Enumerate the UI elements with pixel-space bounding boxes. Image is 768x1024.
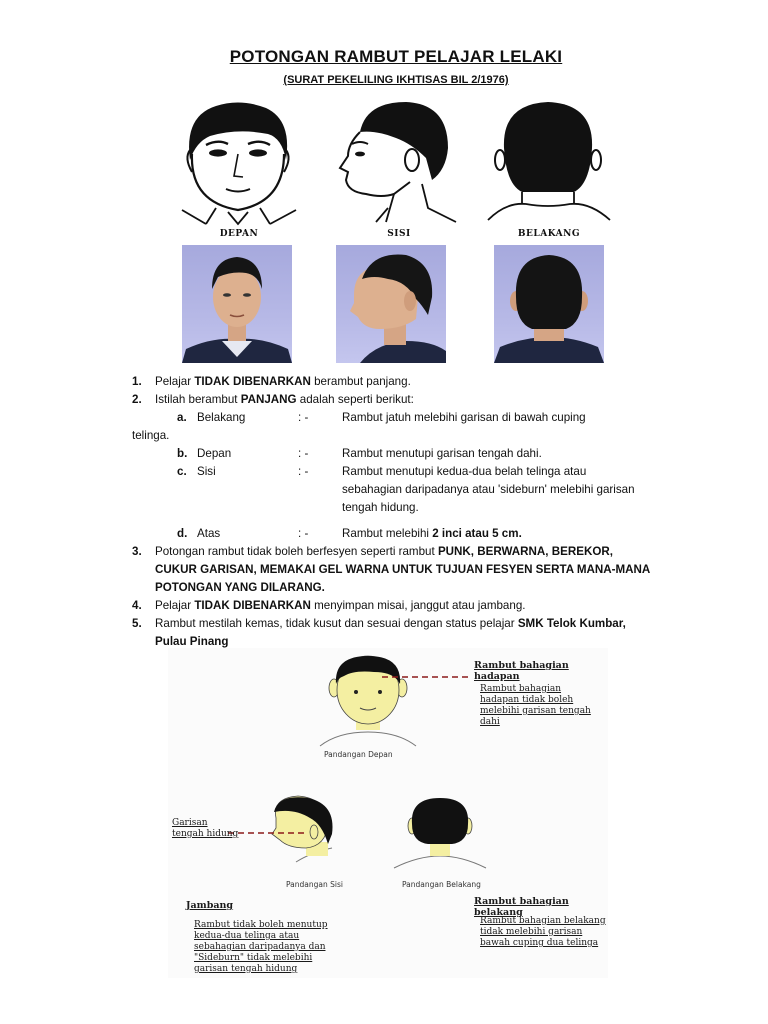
rule-item <box>132 373 652 391</box>
back-view-photo <box>494 245 604 363</box>
rule-text: Rambut mestilah kemas, tidak kusut dan sesuai dengan status pelajar <box>155 617 518 630</box>
definition-letter: b. <box>177 447 188 460</box>
view-label-front: DEPAN <box>219 229 259 239</box>
definition-term: Depan <box>197 447 232 460</box>
rule-emphasis: SMK Telok Kumbar, Pulau Pinang <box>155 617 626 648</box>
side-cartoon <box>228 796 333 862</box>
definition-description: Rambut menutupi kedua-dua belah telinga atau sebahagian daripadanya atau 'sideburn' melebihi garisan tengah hidung. <box>342 465 635 514</box>
jambang-description: Rambut tidak boleh menutup kedua-dua telinga atau sebahagian daripadanya dan "Sideburn" tidak melebihi garisan tengah hidung <box>194 920 328 974</box>
rule-number: 5. <box>132 617 142 630</box>
definition-item <box>132 445 652 463</box>
jambang-heading: Jambang <box>186 900 234 911</box>
rule-number: 1. <box>132 375 142 388</box>
front-cartoon <box>320 656 468 746</box>
definition-description: Rambut menutupi garisan tengah dahi. <box>342 447 542 460</box>
back-hair-heading: Rambut bahagian belakang <box>474 896 569 918</box>
rule-item <box>132 615 655 651</box>
front-hair-heading: Rambut bahagian hadapan <box>474 660 569 682</box>
page-title: POTONGAN RAMBUT PELAJAR LELAKI <box>229 47 563 66</box>
definition-separator: : - <box>298 447 309 460</box>
side-view-caption: Pandangan Sisi <box>286 880 343 889</box>
back-view-caption: Pandangan Belakang <box>402 880 481 889</box>
haircut-guide-diagram <box>168 648 608 978</box>
definition-letter: d. <box>177 527 188 540</box>
rule-emphasis: PANJANG <box>240 393 297 406</box>
front-sketch-drawing <box>176 98 302 228</box>
definition-separator: : - <box>298 527 309 540</box>
rule-emphasis: PUNK, BERWARNA, BEREKOR, CUKUR GARISAN, MEMAKAI GEL WARNA UNTUK TUJUAN FESYEN SERTA MANA-MANA POTONGAN YANG DILARANG. <box>155 545 650 594</box>
rule-item <box>132 543 655 597</box>
front-view-photo <box>182 245 292 363</box>
definition-term: Sisi <box>197 465 216 478</box>
definition-term: Atas <box>197 527 221 540</box>
rule-text: Istilah berambut <box>155 393 241 406</box>
rule-item <box>132 391 652 409</box>
view-label-back: BELAKANG <box>517 229 581 239</box>
nose-line-label: Garisan tengah hidung <box>172 818 239 839</box>
rule-number: 4. <box>132 599 142 612</box>
back-cartoon <box>394 798 486 868</box>
definition-item <box>132 463 652 517</box>
page-subtitle: (SURAT PEKELILING IKHTISAS BIL 2/1976) <box>283 74 509 86</box>
front-hair-description: Rambut bahagian hadapan tidak boleh melebihi garisan tengah dahi <box>480 684 591 727</box>
definition-item <box>132 525 652 543</box>
rule-text: berambut panjang. <box>310 375 411 388</box>
definition-emphasis: 2 inci atau 5 cm. <box>432 527 522 540</box>
front-view-caption: Pandangan Depan <box>324 750 393 759</box>
definition-term: Belakang <box>197 411 246 424</box>
definition-item <box>132 409 652 427</box>
rule-text: Potongan rambut tidak boleh berfesyen seperti rambut <box>155 545 438 558</box>
rule-emphasis: TIDAK DIBENARKAN <box>194 375 311 388</box>
view-label-side: SISI <box>387 229 411 239</box>
definition-letter: a. <box>177 411 187 424</box>
rule-text: Pelajar <box>155 599 195 612</box>
back-hair-description: Rambut bahagian belakang tidak melebihi garisan bawah cuping dua telinga <box>480 916 606 948</box>
side-sketch-drawing <box>336 98 462 228</box>
rule-item <box>132 597 652 615</box>
definition-separator: : - <box>298 465 309 478</box>
side-view-photo <box>336 245 446 363</box>
rule-text: adalah seperti berikut: <box>296 393 414 406</box>
rule-text: Pelajar <box>155 375 195 388</box>
back-sketch-drawing <box>486 98 612 228</box>
definition-separator: : - <box>298 411 309 424</box>
rule-number: 2. <box>132 393 142 406</box>
definition-letter: c. <box>177 465 187 478</box>
rule-emphasis: TIDAK DIBENARKAN <box>194 599 311 612</box>
rule-text: menyimpan misai, janggut atau jambang. <box>310 599 526 612</box>
definition-description: Rambut melebihi <box>342 527 433 540</box>
definition-description: Rambut jatuh melebihi garisan di bawah cuping <box>342 411 586 424</box>
rules-list <box>132 373 652 651</box>
definition-term-continuation: telinga. <box>132 429 170 442</box>
rule-number: 3. <box>132 545 142 558</box>
